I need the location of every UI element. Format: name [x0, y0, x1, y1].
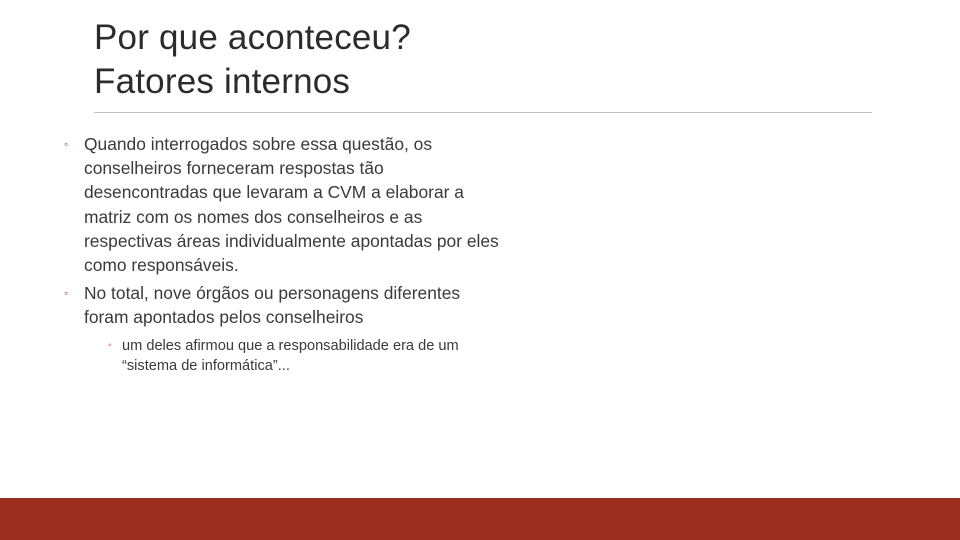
title-divider [94, 112, 872, 113]
title-line-2: Fatores internos [94, 62, 351, 101]
bullet-marker-icon: ◦ [64, 286, 69, 301]
bullet-text: Quando interrogados sobre essa questão, os conselheiros forneceram respostas tão desencontradas que levaram a CVM a elaborar a matriz com os nomes dos conselheiros e as respectivas áreas individualmente apontadas por eles como responsáveis. [84, 134, 499, 276]
footer-band [0, 498, 960, 540]
bullet-marker-icon: ◦ [64, 137, 69, 151]
sub-bullet-marker-icon: ◦ [108, 339, 112, 351]
sub-bullet-text: um deles afirmou que a responsabilidade era de um “sistema de informática”... [122, 337, 459, 375]
slide-title [94, 16, 854, 104]
slide-body [60, 132, 500, 381]
bullet-item [60, 132, 500, 277]
bullet-item [60, 281, 500, 376]
sub-bullet-list [108, 336, 500, 377]
bullet-text: No total, nove órgãos ou personagens diferentes foram apontados pelos conselheiros [84, 283, 461, 328]
title-line-1: Por que aconteceu? [94, 18, 411, 57]
sub-bullet-item [108, 336, 500, 377]
